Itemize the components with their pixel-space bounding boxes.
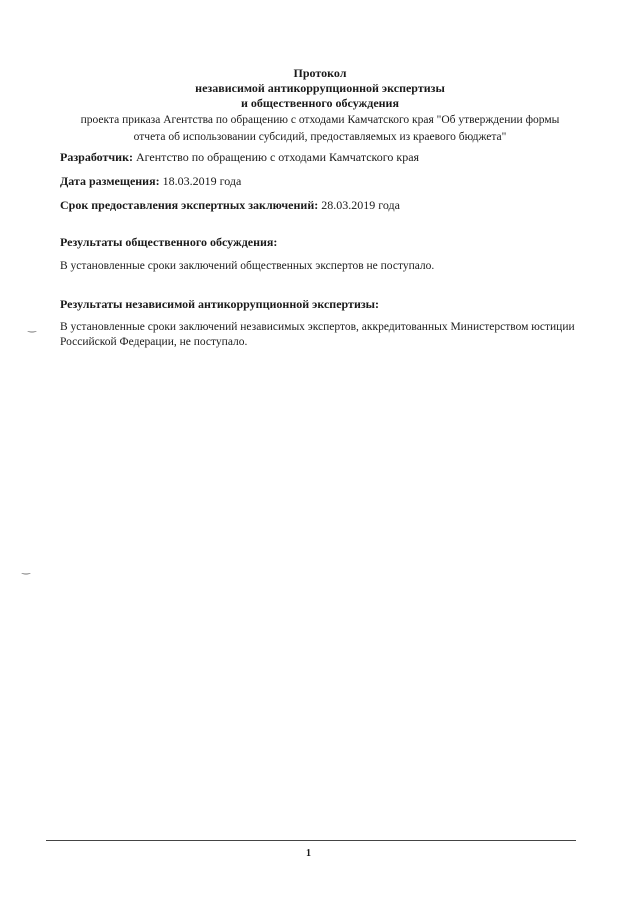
- scan-mark-icon: ‿: [22, 564, 31, 575]
- subtitle-line-1: проекта приказа Агентства по обращению с отходами Камчатского края "Об утверждении формы: [80, 114, 560, 126]
- independent-expertise-text: В установленные сроки заключений независимых экспертов, аккредитованных Министерством юстиции Российской Федерации, не поступало.: [60, 321, 575, 348]
- placement-date-value: 18.03.2019 года: [159, 174, 242, 188]
- independent-expertise-heading: Результаты независимой антикоррупционной экспертизы:: [60, 297, 380, 311]
- public-discussion-text: В установленные сроки заключений общественных экспертов не поступало.: [60, 260, 435, 272]
- developer-label: Разработчик:: [60, 150, 133, 164]
- placement-date-label: Дата размещения:: [60, 174, 160, 188]
- title-expertise: независимой антикоррупционной экспертизы: [195, 81, 445, 95]
- title-protocol: Протокол: [293, 66, 347, 80]
- placement-date-field: [60, 174, 241, 189]
- title-discussion: и общественного обсуждения: [241, 96, 399, 110]
- deadline-value: 28.03.2019 года: [318, 198, 400, 212]
- deadline-field: [60, 198, 400, 213]
- developer-field: [60, 150, 419, 165]
- footer-divider: [46, 840, 576, 841]
- scan-mark-icon: ‿: [28, 322, 37, 333]
- developer-value: Агентство по обращению с отходами Камчатского края: [133, 150, 420, 164]
- subtitle-line-2: отчета об использовании субсидий, предоставляемых из краевого бюджета": [133, 131, 507, 143]
- page-number: 1: [306, 848, 311, 859]
- deadline-label: Срок предоставления экспертных заключений:: [60, 198, 319, 212]
- title-block: [0, 66, 640, 145]
- public-discussion-heading: Результаты общественного обсуждения:: [60, 235, 278, 249]
